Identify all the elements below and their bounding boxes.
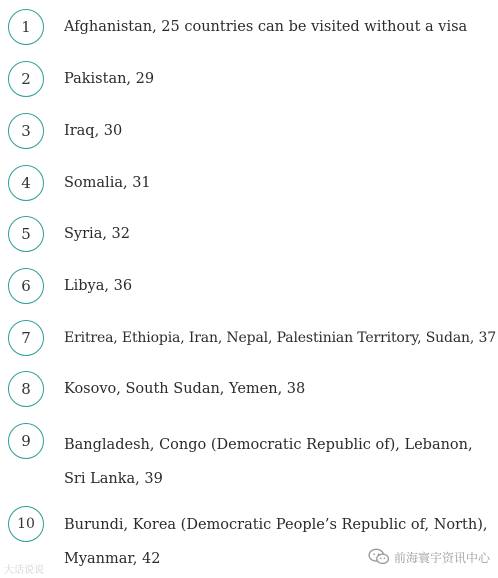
item-text: Iraq, 30 — [64, 123, 123, 139]
rank-badge: 9 — [8, 423, 44, 459]
watermark-right — [368, 548, 490, 566]
watermark-left: 大话说说 — [4, 565, 44, 576]
rank-badge: 5 — [8, 216, 44, 252]
item-text: Kosovo, South Sudan, Yemen, 38 — [64, 381, 306, 397]
item-text: Syria, 32 — [64, 226, 131, 242]
rank-badge: 7 — [8, 320, 44, 356]
rank-badge: 3 — [8, 113, 44, 149]
rank-badge: 6 — [8, 268, 44, 304]
item-text: Burundi, Korea (Democratic People’s Republic of, North), Myanmar, 42 — [64, 517, 488, 567]
rank-badge: 1 — [8, 9, 44, 45]
item-text: Pakistan, 29 — [64, 71, 155, 87]
item-text: Eritrea, Ethiopia, Iran, Nepal, Palestinian Territory, Sudan, 37 — [64, 330, 497, 346]
item-text: Somalia, 31 — [64, 175, 151, 191]
rank-badge: 10 — [8, 506, 44, 542]
watermark-right-text: 前海寰宇资讯中心 — [393, 550, 490, 565]
rank-badge: 2 — [8, 61, 44, 97]
rank-badge: 4 — [8, 165, 44, 201]
item-text: Libya, 36 — [64, 278, 133, 294]
wechat-icon — [368, 548, 390, 566]
item-text: Afghanistan, 25 countries can be visited without a visa — [64, 19, 468, 35]
item-text: Bangladesh, Congo (Democratic Republic of), Lebanon, Sri Lanka, 39 — [64, 437, 473, 487]
rank-badge: 8 — [8, 371, 44, 407]
